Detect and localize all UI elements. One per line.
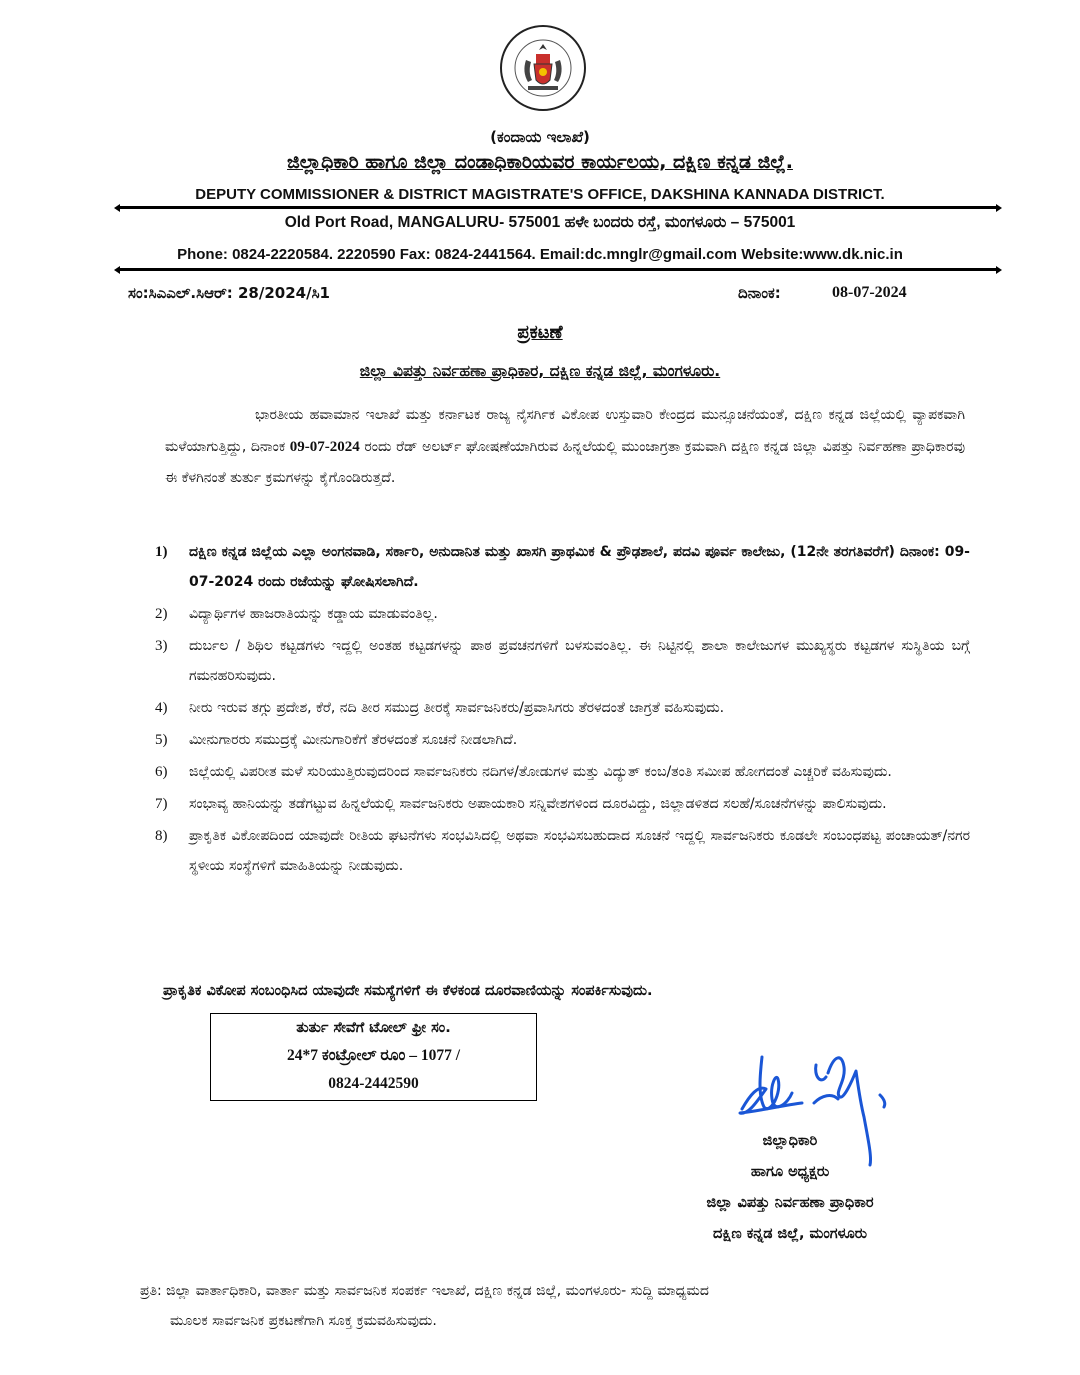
- item-text: ಮೀನುಗಾರರು ಸಮುದ್ರಕ್ಕೆ ಮೀನುಗಾರಿಕೆಗೆ ತೆರಳದಂತೆ ಸೂಚನೆ ನೀಡಲಾಗಿದೆ.: [189, 732, 518, 748]
- helpline-title: ತುರ್ತು ಸೇವೆಗೆ ಟೋಲ್ ಫ್ರೀ ಸಂ.: [296, 1020, 451, 1036]
- list-item: [155, 757, 970, 787]
- date-label: ದಿನಾಂಕ:: [738, 284, 781, 302]
- signatory-designation: ಜಿಲ್ಲಾಧಿಕಾರಿ: [762, 1133, 818, 1149]
- header-divider: [120, 206, 996, 209]
- signatory-location: ದಕ್ಷಿಣ ಕನ್ನಡ ಜಿಲ್ಲೆ, ಮಂಗಳೂರು: [712, 1226, 868, 1242]
- item-text: ನೀರು ಇರುವ ತಗ್ಗು ಪ್ರದೇಶ, ಕೆರೆ, ನದಿ ತೀರ ಸಮುದ್ರ ತೀರಕ್ಕೆ ಸಾರ್ವಜನಿಕರು/ಪ್ರವಾಸಿಗರು ತೆರಳದಂತೆ ಜಾಗ್ರತೆ ವಹಿಸುವುದು.: [189, 700, 725, 716]
- list-item: [155, 693, 970, 723]
- item-text: ಪ್ರಾಕೃತಿಕ ವಿಕೋಪದಿಂದ ಯಾವುದೇ ರೀತಿಯ ಘಟನೆಗಳು ಸಂಭವಿಸಿದಲ್ಲಿ ಅಥವಾ ಸಂಭವಿಸಬಹುದಾದ ಸೂಚನೆ ಇದ್ದಲ್ಲಿ ಸಾರ್ವಜನಿಕರು ಕೂಡಲೇ ಸಂಬಂಧಪಟ್ಟ ಪಂಚಾಯತ್/ನಗರ ಸ್ಥಳೀಯ ಸಂಸ್ಥೆಗಳಿಗೆ ಮಾಹಿತಿಯನ್ನು ನೀಡುವುದು.: [189, 828, 970, 874]
- reference-number: ಸಂ:ಸಿಎಎಲ್.ಸಿಆರ್: 28/2024/ಸಿ1: [128, 284, 330, 302]
- government-emblem: [498, 20, 588, 120]
- item-text: ದುರ್ಬಲ / ಶಿಥಿಲ ಕಟ್ಟಡಗಳು ಇದ್ದಲ್ಲಿ ಅಂತಹ ಕಟ್ಟಡಗಳನ್ನು ಪಾಠ ಪ್ರವಚನಗಳಿಗೆ ಬಳಸುವಂತಿಲ್ಲ. ಈ ನಿಟ್ಟಿನಲ್ಲಿ ಶಾಲಾ ಕಾಲೇಜುಗಳ ಮುಖ್ಯಸ್ಥರು ಕಟ್ಟಡಗಳ ಸುಸ್ಥಿತಿಯ ಬಗ್ಗೆ ಗಮನಹರಿಸುವುದು.: [189, 638, 970, 684]
- copy-to-line-2: ಮೂಲಕ ಸಾರ್ವಜನಿಕ ಪ್ರಕಟಣೆಗಾಗಿ ಸೂಕ್ತ ಕ್ರಮವಹಿಸುವುದು.: [170, 1313, 437, 1329]
- intro-text-2: ರಂದು ರೆಡ್ ಅಲರ್ಟ್ ಘೋಷಣೆಯಾಗಿರುವ ಹಿನ್ನಲೆಯಲ್ಲಿ ಮುಂಜಾಗ್ರತಾ ಕ್ರಮವಾಗಿ ದಕ್ಷಿಣ ಕನ್ನಡ ಜಿಲ್ಲಾ ವಿಪತ್ತು ನಿರ್ವಹಣಾ ಪ್ರಾಧಿಕಾರವು ಈ ಕೆಳಗಿನಂತೆ ತುರ್ತು ಕ್ರಮಗಳನ್ನು ಕೈಗೊಂಡಿರುತ್ತದೆ.: [165, 438, 965, 486]
- list-item: [155, 537, 970, 597]
- intro-paragraph: [165, 400, 965, 495]
- authority-name: ಜಿಲ್ಲಾ ವಿಪತ್ತು ನಿರ್ವಹಣಾ ಪ್ರಾಧಿಕಾರ, ದಕ್ಷಿಣ ಕನ್ನಡ ಜಿಲ್ಲೆ, ಮಂಗಳೂರು.: [359, 362, 721, 380]
- item-number: 2): [155, 606, 168, 622]
- copy-to-line-1: ಪ್ರತಿ: ಜಿಲ್ಲಾ ವಾರ್ತಾಧಿಕಾರಿ, ವಾರ್ತಾ ಮತ್ತು ಸಾರ್ವಜನಿಕ ಸಂಪರ್ಕ ಇಲಾಖೆ, ದಕ್ಷಿಣ ಕನ್ನಡ ಜಿಲ್ಲೆ, ಮಂಗಳೂರು- ಸುದ್ದಿ ಮಾಧ್ಯಮದ: [140, 1283, 709, 1299]
- item-text: ದಕ್ಷಿಣ ಕನ್ನಡ ಜಿಲ್ಲೆಯ ಎಲ್ಲಾ ಅಂಗನವಾಡಿ, ಸರ್ಕಾರಿ, ಅನುದಾನಿತ ಮತ್ತು ಖಾಸಗಿ ಪ್ರಾಥಮಿಕ & ಪ್ರೌಢಶಾಲೆ, ಪದವಿ ಪೂರ್ವ ಕಾಲೇಜು, (12ನೇ ತರಗತಿವರೆಗೆ) ದಿನಾಂಕ: 09-07-2024 ರಂದು ರಜೆಯನ್ನು ಘೋಷಿಸಲಾಗಿದೆ.: [189, 544, 970, 590]
- item-number: 4): [155, 700, 168, 716]
- date-value: 08-07-2024: [832, 284, 907, 301]
- office-title-english: DEPUTY COMMISSIONER & DISTRICT MAGISTRATE'S OFFICE, DAKSHINA KANNADA DISTRICT.: [195, 186, 885, 203]
- item-number: 5): [155, 732, 168, 748]
- signatory-role: ಹಾಗೂ ಅಧ್ಯಕ್ಷರು: [750, 1164, 830, 1180]
- copy-to: [140, 1276, 960, 1336]
- list-item: [155, 725, 970, 755]
- contact-divider: [120, 268, 996, 271]
- list-item: [155, 789, 970, 819]
- signatory-authority: ಜಿಲ್ಲಾ ವಿಪತ್ತು ನಿರ್ವಹಣಾ ಪ್ರಾಧಿಕಾರ: [706, 1195, 874, 1211]
- item-number: 3): [155, 638, 168, 654]
- helpline-instruction: ಪ್ರಾಕೃತಿಕ ವಿಕೋಪ ಸಂಬಂಧಿಸಿದ ಯಾವುದೇ ಸಮಸ್ಯೆಗಳಿಗೆ ಈ ಕೆಳಕಂಡ ದೂರವಾಣಿಯನ್ನು ಸಂಪರ್ಕಿಸುವುದು.: [163, 983, 653, 999]
- item-number: 6): [155, 764, 168, 780]
- list-item: [155, 631, 970, 691]
- helpline-phone: 0824-2442590: [328, 1075, 419, 1092]
- helpline-box: [210, 1013, 537, 1101]
- helpline-control-room: 24*7 ಕಂಟ್ರೋಲ್ ರೂಂ – 1077 /: [286, 1047, 461, 1064]
- item-text: ಸಂಭಾವ್ಯ ಹಾನಿಯನ್ನು ತಡೆಗಟ್ಟುವ ಹಿನ್ನಲೆಯಲ್ಲಿ ಸಾರ್ವಜನಿಕರು ಅಪಾಯಕಾರಿ ಸನ್ನಿವೇಶಗಳಿಂದ ದೂರವಿದ್ದು, ಜಿಲ್ಲಾಡಳಿತದ ಸಲಹೆ/ಸೂಚನೆಗಳನ್ನು ಪಾಲಿಸುವುದು.: [189, 796, 887, 812]
- item-number: 8): [155, 828, 168, 844]
- item-text: ವಿದ್ಯಾರ್ಥಿಗಳ ಹಾಜರಾತಿಯನ್ನು ಕಡ್ಡಾಯ ಮಾಡುವಂತಿಲ್ಲ.: [189, 606, 438, 622]
- notice-title: ಪ್ರಕಟಣೆ: [517, 322, 563, 343]
- measures-list: [155, 537, 970, 883]
- intro-text-1: ಭಾರತೀಯ ಹವಾಮಾನ ಇಲಾಖೆ ಮತ್ತು ಕರ್ನಾಟಕ ರಾಜ್ಯ ನೈಸರ್ಗಿಕ ವಿಕೋಪ ಉಸ್ತುವಾರಿ ಕೇಂದ್ರದ ಮುನ್ಸೂಚನೆಯಂತೆ, ದಕ್ಷಿಣ ಕನ್ನಡ ಜಿಲ್ಲೆಯಲ್ಲಿ ವ್ಯಾಪಕವಾಗಿ ಮಳೆಯಾಗುತ್ತಿದ್ದು, ದಿನಾಂಕ: [165, 407, 965, 455]
- list-item: [155, 821, 970, 881]
- contact-details: Phone: 0824-2220584. 2220590 Fax: 0824-2441564. Email:dc.mnglr@gmail.com Website:www.dk.nic.in: [177, 246, 903, 263]
- item-number: 1): [155, 544, 168, 560]
- item-number: 7): [155, 796, 168, 812]
- office-title-kannada: ಜಿಲ್ಲಾಧಿಕಾರಿ ಹಾಗೂ ಜಿಲ್ಲಾ ದಂಡಾಧಿಕಾರಿಯವರ ಕಾರ್ಯಲಯ, ದಕ್ಷಿಣ ಕನ್ನಡ ಜಿಲ್ಲೆ.: [287, 151, 793, 173]
- department-name: (ಕಂದಾಯ ಇಲಾಖೆ): [490, 128, 590, 146]
- list-item: [155, 599, 970, 629]
- office-address: Old Port Road, MANGALURU- 575001 ಹಳೇ ಬಂದರು ರಸ್ತೆ, ಮಂಗಳೂರು – 575001: [284, 214, 796, 231]
- intro-date: 09-07-2024: [289, 438, 360, 455]
- signatory-block: [640, 1126, 940, 1250]
- item-text: ಜಿಲ್ಲೆಯಲ್ಲಿ ವಿಪರೀತ ಮಳೆ ಸುರಿಯುತ್ತಿರುವುದರಿಂದ ಸಾರ್ವಜನಿಕರು ನದಿಗಳ/ತೋಡುಗಳ ಮತ್ತು ವಿದ್ಯುತ್ ಕಂಬ/ತಂತಿ ಸಮೀಪ ಹೋಗದಂತೆ ಎಚ್ಚರಿಕೆ ವಹಿಸುವುದು.: [189, 764, 892, 780]
